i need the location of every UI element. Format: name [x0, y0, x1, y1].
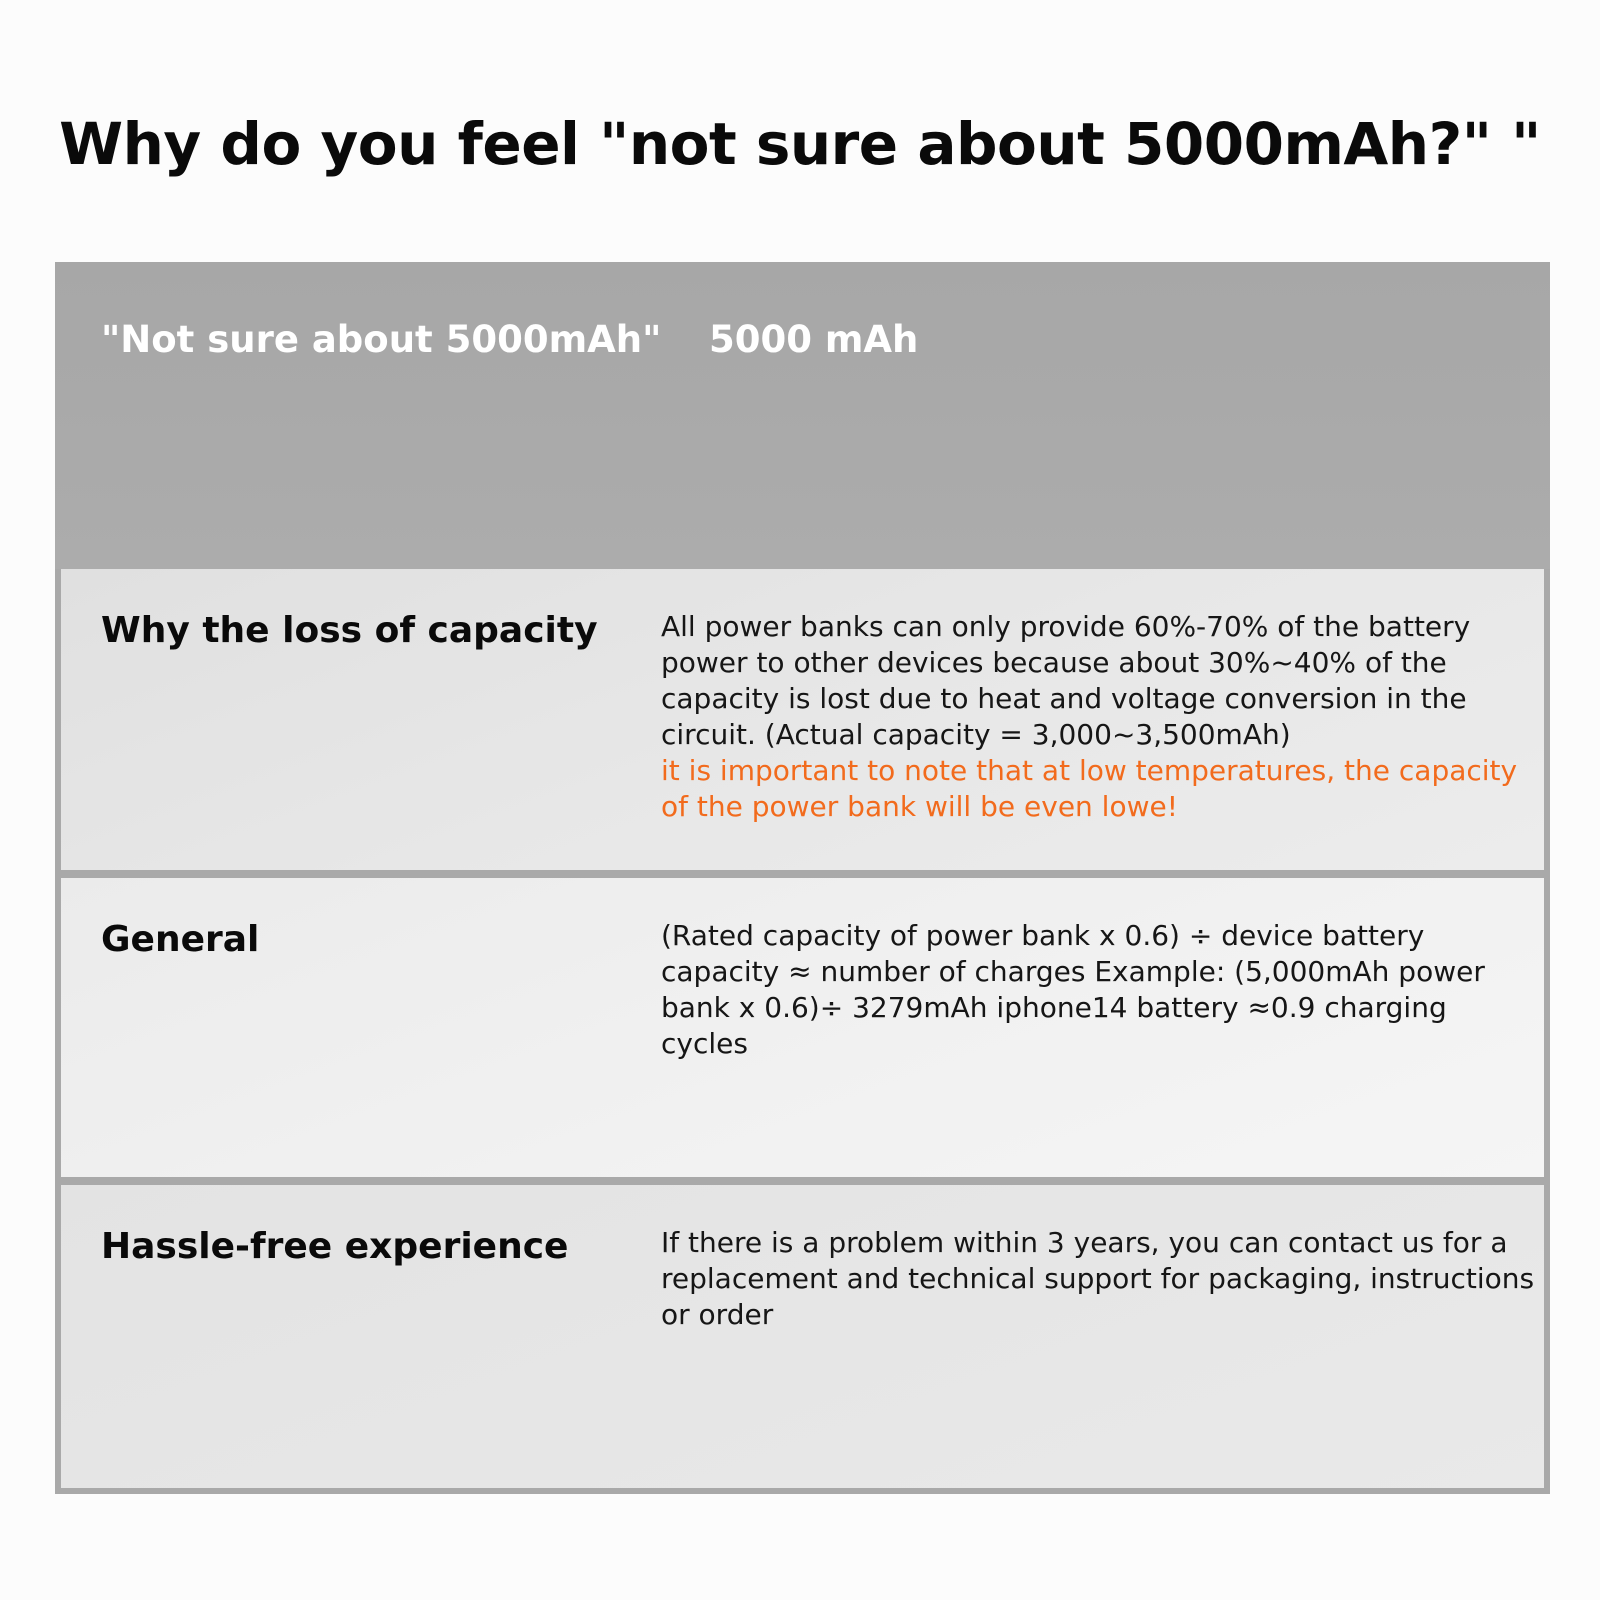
row-text: If there is a problem within 3 years, you can contact us for a replacement and technical support for packaging, instructions or order [661, 1226, 1535, 1331]
table-row-hassle-free [61, 1185, 1544, 1488]
comparison-table [55, 262, 1550, 1494]
row-text: All power banks can only provide 60%-70% of the battery power to other devices because about 30%~40% of the capacity is lost due to heat and voltage conversion in the circuit. (Actual capacity = 3,000~3,500mAh) [661, 610, 1471, 751]
header-cell-5000mah: 5000 mAh [709, 318, 919, 361]
warning-note: it is important to note that at low temperatures, the capacity of the power bank will be even lowe! [661, 754, 1518, 823]
row-description [661, 609, 1536, 825]
row-label: Hassle-free experience [101, 1226, 569, 1267]
header-cell-not-sure: "Not sure about 5000mAh" [101, 318, 662, 361]
table-row-general [61, 878, 1544, 1177]
table-row-capacity-loss [61, 569, 1544, 870]
row-description [661, 1225, 1536, 1333]
page-title: Why do you feel "not sure about 5000mAh?" " [59, 110, 1541, 178]
table-header [55, 262, 1550, 569]
row-text: (Rated capacity of power bank x 0.6) ÷ device battery capacity ≈ number of charges Example: (5,000mAh power bank x 0.6)÷ 3279mAh iphone14 battery ≈0.9 charging cycles [661, 919, 1485, 1060]
row-label: Why the loss of capacity [101, 610, 598, 651]
row-description [661, 918, 1536, 1062]
row-label: General [101, 919, 260, 960]
